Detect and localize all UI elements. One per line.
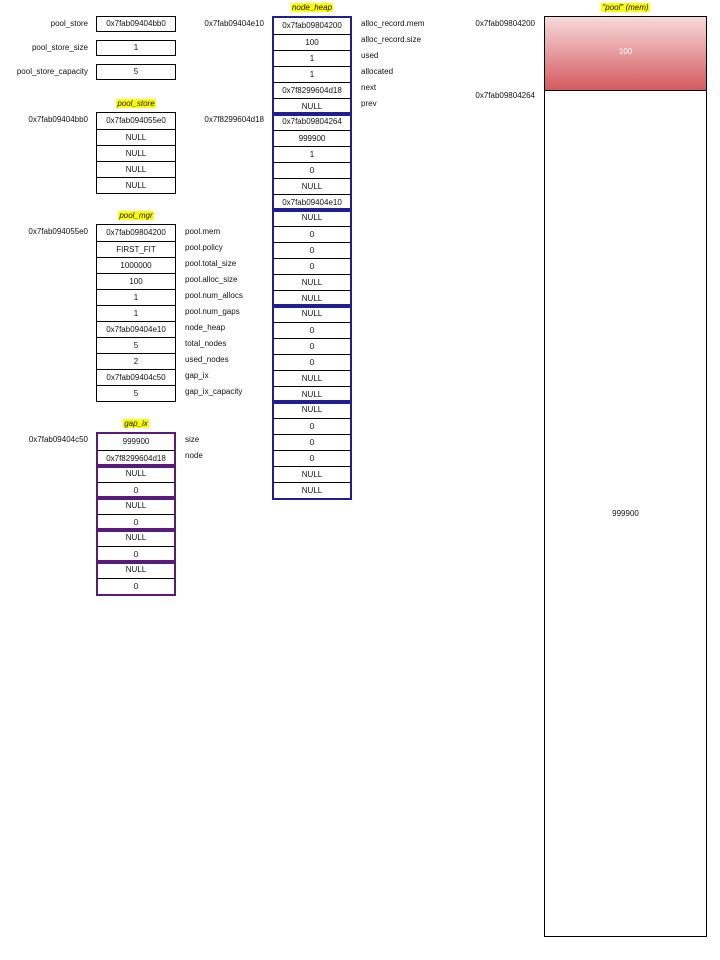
pool-mgr-value: 1	[97, 289, 175, 305]
node-heap-field: next	[361, 83, 377, 92]
pool-mem-allocated-size: 100	[618, 47, 633, 56]
node-heap-cell: 0x7fab09804200	[282, 21, 342, 30]
node-heap-cell: 0	[274, 354, 350, 370]
node-heap-cell: 0	[274, 162, 350, 178]
node-heap-node	[272, 112, 352, 212]
node-heap-field: alloc_record.size	[361, 35, 422, 44]
pool-mgr-field: used_nodes	[185, 355, 229, 364]
node-heap-cell: NULL	[274, 98, 350, 114]
gap-ix-title: gap_ix	[124, 419, 148, 428]
node-heap-cell: 1	[274, 50, 350, 66]
gap-ix-cell: NULL	[125, 565, 147, 574]
node-heap-node	[272, 208, 352, 308]
node-heap-cell: 0	[274, 418, 350, 434]
node-heap-cell: 1	[274, 66, 350, 82]
node-heap-node	[272, 400, 352, 500]
pool-mem-gap-size: 999900	[612, 509, 639, 518]
gap-ix-cell: NULL	[125, 469, 147, 478]
node-heap-cell: 1	[274, 146, 350, 162]
pool-store-var-value: 1	[96, 40, 176, 56]
node-heap-cell: NULL	[274, 386, 350, 402]
pool-mem-title: "pool" (mem)	[602, 3, 649, 12]
node-heap-cell: 0x7fab09804264	[282, 117, 342, 126]
pool-store-title: pool_store	[117, 99, 155, 108]
node-heap-cell: 0	[274, 338, 350, 354]
pool-mgr-value: 0x7fab09804200	[106, 228, 166, 237]
gap-ix-cell: 0	[98, 482, 174, 498]
node-heap-cell: NULL	[274, 482, 350, 498]
node-heap-cell: 0	[274, 258, 350, 274]
pool-mgr-value: 100	[97, 273, 175, 289]
node-heap-field: allocated	[361, 67, 394, 76]
pool-mem-allocated-segment	[545, 17, 706, 91]
pool-mgr-field: gap_ix_capacity	[185, 387, 243, 396]
pool-mgr-value: 5	[97, 385, 175, 401]
pool-store-cell: NULL	[97, 177, 175, 193]
node-heap-cell: 100	[274, 34, 350, 50]
pool-store-cell: 0x7fab094055e0	[106, 116, 166, 125]
node-heap-cell: NULL	[301, 309, 323, 318]
pool-store-var-name: pool_store_capacity	[16, 67, 88, 76]
node-heap-cell: 0	[274, 226, 350, 242]
pool-store-array	[96, 112, 176, 194]
node-heap-cell: 0	[274, 434, 350, 450]
node-heap-cell: NULL	[274, 290, 350, 306]
gap-ix-cell: 0	[98, 546, 174, 562]
pool-mgr-value: 5	[97, 337, 175, 353]
pool-store-cell: NULL	[97, 145, 175, 161]
pool-store-var-value: 0x7fab09404bb0	[96, 16, 176, 32]
node-heap-title: node_heap	[291, 3, 333, 12]
pool-mgr-field: pool.alloc_size	[185, 275, 238, 284]
node-heap-cell: 0x7fab09404e10	[274, 194, 350, 210]
pool-mgr-field: node_heap	[185, 323, 226, 332]
node-heap-address-0: 0x7fab09404e10	[204, 19, 264, 28]
node-heap-address-1: 0x7f8299604d18	[204, 115, 264, 124]
gap-ix-cell: 0	[98, 578, 174, 594]
node-heap-node	[272, 16, 352, 116]
pool-store-var-value: 5	[96, 64, 176, 80]
node-heap-cell: 999900	[274, 130, 350, 146]
pool-mem-address-1: 0x7fab09804264	[475, 91, 535, 100]
pool-mgr-field: gap_ix	[185, 371, 209, 380]
gap-ix-entry	[96, 464, 176, 500]
node-heap-field: alloc_record.mem	[361, 19, 425, 28]
pool-mgr-value: 0x7fab09404e10	[97, 321, 175, 337]
pool-mgr-value: 0x7fab09404c50	[97, 369, 175, 385]
gap-ix-field-size: size	[185, 435, 200, 444]
pool-mgr-value: 1	[97, 305, 175, 321]
pool-mem-gap-segment	[545, 91, 706, 936]
pool-mgr-value: 2	[97, 353, 175, 369]
gap-ix-cell: 999900	[122, 437, 150, 446]
pool-store-cell: NULL	[97, 129, 175, 145]
node-heap-cell: 0	[274, 322, 350, 338]
pool-mgr-field: total_nodes	[185, 339, 227, 348]
pool-store-var-name: pool_store_size	[31, 43, 88, 52]
node-heap-cell: 0x7f8299604d18	[274, 82, 350, 98]
pool-mgr-title: pool_mgr	[119, 211, 153, 220]
gap-ix-cell: NULL	[125, 533, 147, 542]
gap-ix-cell: 0x7f8299604d18	[98, 450, 174, 466]
gap-ix-cell: NULL	[125, 501, 147, 510]
node-heap-cell: NULL	[301, 405, 323, 414]
gap-ix-entry	[96, 432, 176, 468]
node-heap-field: prev	[361, 99, 377, 108]
pool-mgr-address: 0x7fab094055e0	[28, 227, 88, 236]
pool-mgr-value: 1000000	[97, 257, 175, 273]
gap-ix-entry	[96, 560, 176, 596]
node-heap-cell: NULL	[274, 466, 350, 482]
gap-ix-entry	[96, 528, 176, 564]
node-heap-cell: NULL	[274, 370, 350, 386]
node-heap-cell: NULL	[274, 178, 350, 194]
pool-mgr-value: FIRST_FIT	[97, 241, 175, 257]
pool-mgr-field: pool.mem	[185, 227, 221, 236]
gap-ix-address: 0x7fab09404c50	[28, 435, 88, 444]
pool-mgr-field: pool.num_allocs	[185, 291, 243, 300]
pool-store-var-name: pool_store	[50, 19, 88, 28]
node-heap-cell: 0	[274, 242, 350, 258]
gap-ix-entry	[96, 496, 176, 532]
node-heap-cell: 0	[274, 450, 350, 466]
pool-store-cell: NULL	[97, 161, 175, 177]
pool-mgr-field: pool.total_size	[185, 259, 237, 268]
node-heap-cell: NULL	[274, 274, 350, 290]
pool-mem-block	[544, 16, 707, 937]
gap-ix-cell: 0	[98, 514, 174, 530]
gap-ix-field-node: node	[185, 451, 203, 460]
pool-mgr-field: pool.num_gaps	[185, 307, 240, 316]
node-heap-cell: NULL	[301, 213, 323, 222]
pool-mem-address-0: 0x7fab09804200	[475, 19, 535, 28]
node-heap-field: used	[361, 51, 379, 60]
pool-store-address: 0x7fab09404bb0	[28, 115, 88, 124]
pool-mgr-struct	[96, 224, 176, 402]
pool-mgr-field: pool.policy	[185, 243, 223, 252]
node-heap-node	[272, 304, 352, 404]
